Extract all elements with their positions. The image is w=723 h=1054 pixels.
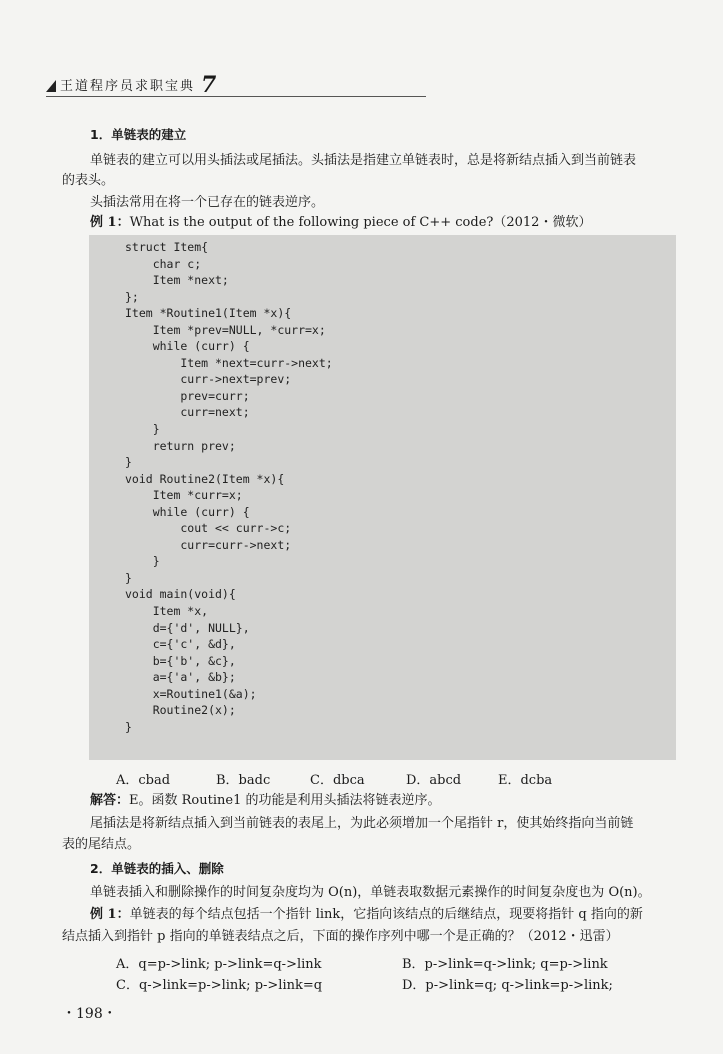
- code-line: struct Item{: [125, 240, 209, 254]
- code-line: void main(void){: [125, 587, 236, 602]
- code-line: Item *Routine1(Item *x){: [125, 306, 292, 321]
- code-line: }: [125, 554, 160, 569]
- section1-para2: 头插法常用在将一个已存在的链表逆序。: [90, 195, 325, 210]
- code-line: curr=next;: [125, 405, 250, 420]
- section1-para1-line2: 的表头。: [62, 173, 115, 188]
- code-line: Item *prev=NULL, *curr=x;: [125, 322, 326, 337]
- option2-a: A．q=p->link; p->link=q->link: [116, 957, 322, 972]
- option-c: C．dbca: [310, 773, 365, 788]
- option2-b: B．p->link=q->link; q=p->link: [402, 957, 608, 972]
- section1-heading: 1．单链表的建立: [90, 127, 187, 142]
- triangle-icon: [46, 80, 56, 92]
- section2-heading: 2．单链表的插入、删除: [90, 861, 224, 876]
- code-block: [125, 239, 333, 735]
- header-rule: [46, 96, 426, 97]
- code-line: }: [125, 719, 132, 734]
- code-line: while (curr) {: [125, 339, 250, 354]
- code-line: char c;: [125, 256, 202, 271]
- example-text: What is the output of the following piece of C++ code?（2012・微软）: [129, 215, 592, 230]
- option-d: D．abcd: [406, 773, 462, 788]
- code-line: Item *next;: [125, 273, 229, 288]
- section1-para1-line1: 单链表的建立可以用头插法或尾插法。头插法是指建立单链表时，总是将新结点插入到当前链表: [90, 153, 637, 168]
- code-line: cout << curr->c;: [125, 521, 292, 536]
- book-logo-mark: 7: [201, 72, 217, 98]
- option2-c: C．q->link=p->link; p->link=q: [116, 978, 323, 993]
- example-label: 例 1：: [90, 215, 130, 230]
- section1-example: [90, 214, 591, 232]
- page-number: ・198・: [62, 1006, 117, 1022]
- answer-text: E。函数 Routine1 的功能是利用头插法将链表逆序。: [129, 793, 441, 808]
- option-b: B．badc: [216, 773, 271, 788]
- code-line: }: [125, 570, 132, 585]
- code-line: }: [125, 422, 160, 437]
- option-a: A．cbad: [116, 773, 171, 788]
- answer: [90, 792, 440, 810]
- code-line: Routine2(x);: [125, 703, 236, 718]
- code-line: }: [125, 455, 132, 470]
- option2-d: D．p->link=q; q->link=p->link;: [402, 978, 613, 993]
- code-line: b={'b', &c},: [125, 653, 236, 668]
- code-line: Item *x,: [125, 604, 209, 619]
- code-line: Item *curr=x;: [125, 488, 243, 503]
- running-header: [46, 66, 426, 96]
- code-line: d={'d', NULL},: [125, 620, 250, 635]
- option-e: E．dcba: [498, 773, 553, 788]
- code-line: x=Routine1(&a);: [125, 686, 257, 701]
- code-line: prev=curr;: [125, 388, 250, 403]
- section2-example-line2: 结点插入到指针 p 指向的单链表结点之后，下面的操作序列中哪一个是正确的？（2012・迅雷）: [62, 929, 619, 944]
- example2-label: 例 1：: [90, 907, 130, 922]
- section2-example-line1: [90, 906, 643, 924]
- code-line: curr=curr->next;: [125, 537, 292, 552]
- code-line: curr->next=prev;: [125, 372, 292, 387]
- tail-para-line2: 表的尾结点。: [62, 837, 141, 852]
- code-line: c={'c', &d},: [125, 637, 236, 652]
- book-title: 王道程序员求职宝典: [60, 79, 196, 94]
- code-line: return prev;: [125, 438, 236, 453]
- code-line: };: [125, 289, 139, 304]
- code-line: Item *next=curr->next;: [125, 355, 333, 370]
- code-line: void Routine2(Item *x){: [125, 471, 285, 486]
- answer-label: 解答：: [90, 793, 130, 808]
- tail-para-line1: 尾插法是将新结点插入到当前链表的表尾上，为此必须增加一个尾指针 r，使其始终指向当前链: [90, 816, 634, 831]
- code-line: while (curr) {: [125, 504, 250, 519]
- example2-text: 单链表的每个结点包括一个指针 link，它指向该结点的后继结点，现要将指针 q 指向的新: [129, 907, 643, 922]
- code-line: a={'a', &b};: [125, 670, 236, 685]
- section2-para: 单链表插入和删除操作的时间复杂度均为 O(n)，单链表取数据元素操作的时间复杂度也为 O(n)。: [90, 885, 651, 900]
